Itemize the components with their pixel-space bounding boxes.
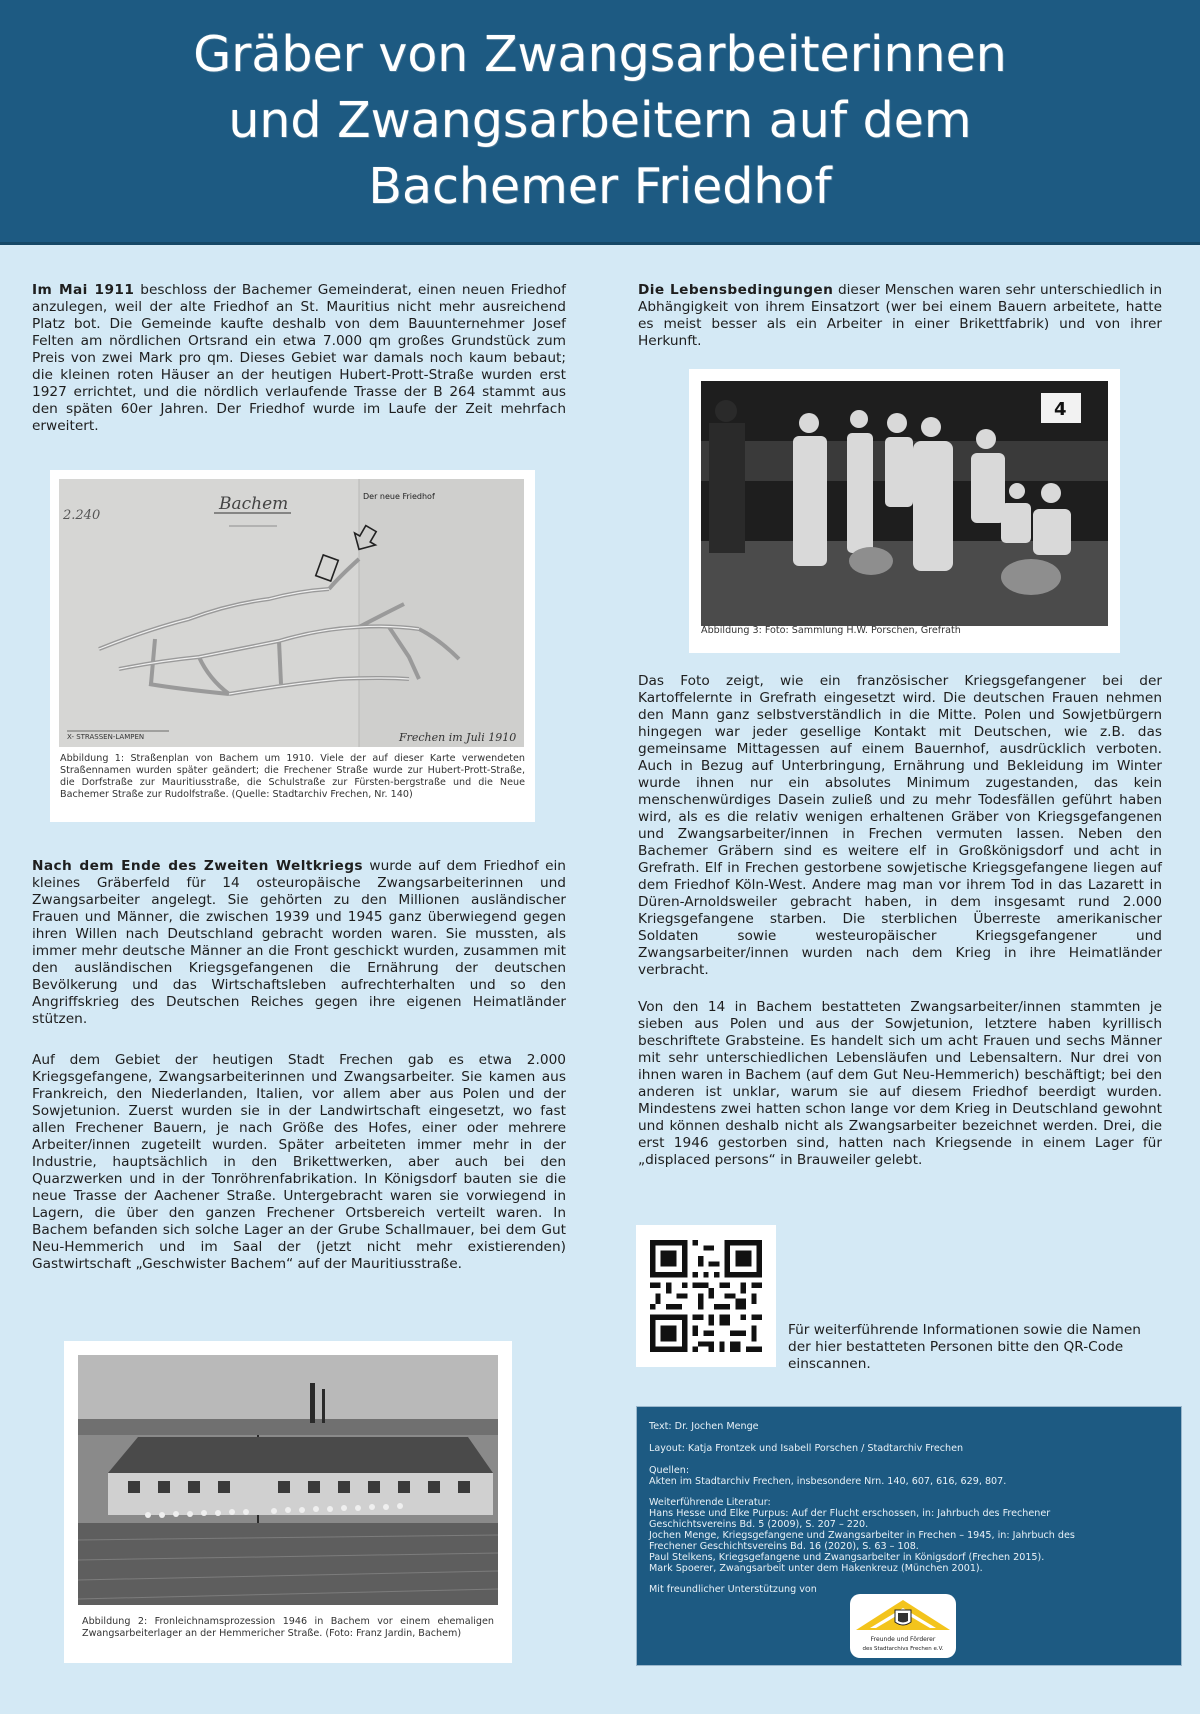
title-line-3: Bachemer Friedhof <box>368 158 832 215</box>
map-signature: Frechen im Juli 1910 <box>399 731 517 744</box>
street-map-image <box>59 479 524 747</box>
credit-text: Text: Dr. Jochen Menge <box>649 1421 759 1432</box>
map-title: Bachem <box>219 494 289 514</box>
literature-2b: Frechener Geschichtsvereins Bd. 16 (2020), S. 63 – 108. <box>649 1541 919 1552</box>
literature-4: Mark Spoerer, Zwangsarbeit unter dem Hakenkreuz (München 2001). <box>649 1563 983 1574</box>
archive-friends-logo <box>850 1594 956 1658</box>
map-cemetery-label: Der neue Friedhof <box>363 492 435 501</box>
harvest-photo-image <box>701 381 1108 626</box>
qr-code[interactable] <box>636 1225 776 1367</box>
title-line-1: Gräber von Zwangsarbeiterinnen <box>193 26 1007 83</box>
literature-1a: Hans Hesse und Elke Purpus: Auf der Flucht erschossen, in: Jahrbuch des Frechener <box>649 1508 1051 1519</box>
sources-text: Akten im Stadtarchiv Frechen, insbesondere Nrn. 140, 607, 616, 629, 807. <box>649 1476 1007 1487</box>
literature-2a: Jochen Menge, Kriegsgefangene und Zwangsarbeiter in Frechen – 1945, in: Jahrbuch des <box>649 1530 1075 1541</box>
sources-heading: Quellen: <box>649 1465 690 1476</box>
figure-1-map <box>50 470 535 822</box>
title-line-2: und Zwangsarbeitern auf dem <box>228 92 972 149</box>
literature-1b: Geschichtsvereins Bd. 5 (2009), S. 207 – 220. <box>649 1519 869 1530</box>
qr-code-image <box>650 1240 762 1352</box>
credits-box <box>636 1406 1182 1666</box>
literature-3: Paul Stelkens, Kriegsgefangene und Zwangsarbeiter in Königsdorf (Frechen 2015). <box>649 1552 1045 1563</box>
literature-heading: Weiterführende Literatur: <box>649 1497 771 1508</box>
map-corner-note: 2.240 <box>63 508 101 523</box>
photo-description-paragraph: Das Foto zeigt, wie ein französischer Kriegsgefangener bei der Kartoffelernte in Grefrath eingesetzt wird. Die deutschen Frauen nehmen den Mann ganz selbstverständlich in die Mitte. Polen und Sowjetbürgern hingegen war jeder gesellige Kontakt mit Deutschen, wie z.B. das gemeinsame Mittagessen auf einem Bauernhof, ausdrücklich verboten. Auch in Bezug auf Unterbringung, Ernährung und Bekleidung im Winter wurde ihnen nur ein absolutes Minimum zugestanden, das kein menschenwürdiges Dasein zuließ und zu mehr Todesfällen geführt haben wird, als es die relativ wenigen erhaltenen Gräber von Kriegsgefangenen und Zwangsarbeiter/innen in Frechen vermuten lassen. Neben den Bachemer Gräbern sind es weitere elf in Großkönigsdorf und acht in Grefrath. Elf in Frechen gestorbene sowjetische Kriegsgefangene liegen auf dem Friedhof Köln-West. Andere mag man vor ihrem Tod in das Lazarett in Düren-Arnoldsweiler gebracht haben, in dem insgesamt rund 2.000 Kriegsgefangene starben. Die sterblichen Überreste amerikanischer Soldaten sowie westeuropäischer Kriegsgefangener und Zwangsarbeiter/innen wurden nach dem Krieg in ihre Heimatländer verbracht. <box>638 673 1162 978</box>
procession-photo-image <box>78 1355 498 1605</box>
intro-text: beschloss der Bachemer Gemeinderat, einen neuen Friedhof anzulegen, weil der alte Friedhof an St. Mauritius nicht mehr ausreichend Platz bot. Die Gemeinde kaufte deshalb von dem Bauunternehmer Josef Felten am nördlichen Ortsrand ein etwa 7.000 qm großes Grundstück zum Preis von zwei Mark pro qm. Dieses Gebiet war damals noch kaum bebaut; die kleinen roten Häuser an der heutigen Hubert-Prott-Straße wurden erst 1927 errichtet, und die nördlich verlaufende Trasse der B 264 stammt aus den späten 60er Jahren. Der Friedhof wurde im Laufe der Zeit mehrfach erweitert. <box>32 282 566 434</box>
photo-number: 4 <box>1054 399 1067 420</box>
thanks-text: Mit freundlicher Unterstützung von <box>649 1584 817 1595</box>
logo-line-2: des Stadtarchivs Frechen e.V. <box>862 1646 944 1652</box>
figure-2-caption: Abbildung 2: Fronleichnamsprozession 1946 in Bachem vor einem ehemaligen Zwangsarbeiterlager an der Hemmericher Straße. (Foto: Franz Jardin, Bachem) <box>82 1616 494 1639</box>
intro-bold: Im Mai 1911 <box>32 282 135 298</box>
living-conditions-text: dieser Menschen waren sehr unterschiedlich in Abhängigkeit von ihrem Einsatzort (wer bei einem Bauern arbeitete, hatte es meist besser als ein Arbeiter in einer Brikettfabrik) und von ihrer Herkunft. <box>638 282 1162 349</box>
qr-instruction: Für weiterführende Informationen sowie die Namen der hier bestatteten Personen bitte den QR-Code einscannen. <box>788 1322 1141 1372</box>
credit-layout: Layout: Katja Frontzek und Isabell Porschen / Stadtarchiv Frechen <box>649 1443 964 1454</box>
page-title <box>0 22 1200 220</box>
figure-2-photo <box>64 1341 512 1663</box>
figure-3-caption: Abbildung 3: Foto: Sammlung H.W. Porschen, Grefrath <box>701 625 961 636</box>
intro-paragraph <box>32 282 566 435</box>
figure-1-caption: Abbildung 1: Straßenplan von Bachem um 1910. Viele der auf dieser Karte verwendeten Straßennamen wurden später geändert; die Frechener Straße wurde zur Hubert-Prott-Straße, die Dorfstraße zur Mauritiusstraße, die Schulstraße zur Fürsten-bergstraße und die Neue Bachemer Straße zur Rudolfstraße. (Quelle: Stadtarchiv Frechen, Nr. 140) <box>60 753 525 800</box>
frechen-paragraph: Auf dem Gebiet der heutigen Stadt Frechen gab es etwa 2.000 Kriegsgefangene, Zwangsarbeiterinnen und Zwangsarbeiter. Sie kamen aus Frankreich, den Niederlanden, Italien, vor allem aber aus Polen und der Sowjetunion. Zuerst wurden sie in der Landwirtschaft eingesetzt, wo fast allen Frechener Bauern, je nach Größe des Hofes, einer oder mehrere Arbeiter/innen zugeteilt wurden. Später arbeiteten immer mehr in der Industrie, hauptsächlich in den Brikettwerken, aber auch bei den Quarzwerken und in der Tonröhrenfabrikation. In Königsdorf bauten sie die neue Trasse der Aachener Straße. Untergebracht waren sie vorwiegend in Lagern, die über den ganzen Frechener Ortsbereich verteilt waren. In Bachem befanden sich solche Lager an der Grube Schallmauer, bei dem Gut Neu-Hemmerich und im Saal der (jetzt nicht mehr existierenden) Gastwirtschaft „Geschwister Bachem“ auf der Mauritiusstraße. <box>32 1052 566 1272</box>
postwar-text: wurde auf dem Friedhof ein kleines Gräberfeld für 14 osteuropäische Zwangsarbeiterinnen und Zwangsarbeiter angelegt. Sie gehörten zu den Millionen ausländischer Frauen und Männer, die zwischen 1939 und 1945 ganz überwiegend gegen ihren Willen nach Deutschland gebracht worden waren. Sie mussten, als immer mehr deutsche Männer an die Front geschickt wurden, zusammen mit den ausländischen Kriegsgefangenen die Ernährung der deutschen Bevölkerung und das Wirtschaftsleben aufrechterhalten und so den Angriffskrieg des Deutschen Reiches gegen ihre eigenen Heimatländer stützen. <box>32 858 566 1027</box>
logo-line-1: Freunde und Förderer <box>870 1636 936 1643</box>
map-legend: X- STRASSEN-LAMPEN <box>67 733 145 741</box>
postwar-paragraph <box>32 858 566 1028</box>
postwar-bold: Nach dem Ende des Zweiten Weltkriegs <box>32 858 363 874</box>
graves-paragraph: Von den 14 in Bachem bestatteten Zwangsarbeiter/innen stammten je sieben aus Polen und aus der Sowjetunion, letztere haben kyrillisch beschriftete Grabsteine. Es handelt sich um acht Frauen und sechs Männer mit sehr unterschiedlichen Lebensläufen und Lebensaltern. Nur drei von ihnen waren in Bachem (auf dem Gut Neu-Hemmerich) beschäftigt; bei den anderen ist unklar, warum sie auf diesem Friedhof beerdigt wurden. Mindestens zwei hatten schon lange vor dem Krieg in Deutschland gewohnt und können deshalb nicht als Zwangsarbeiter bezeichnet werden. Drei, die erst 1946 gestorben sind, hatten nach Kriegsende in einem Lager für „displaced persons“ in Brauweiler gelebt. <box>638 999 1162 1168</box>
title-banner <box>0 0 1200 245</box>
living-conditions-paragraph <box>638 282 1162 350</box>
figure-3-photo <box>689 369 1120 653</box>
living-conditions-bold: Die Lebensbedingungen <box>638 282 834 298</box>
